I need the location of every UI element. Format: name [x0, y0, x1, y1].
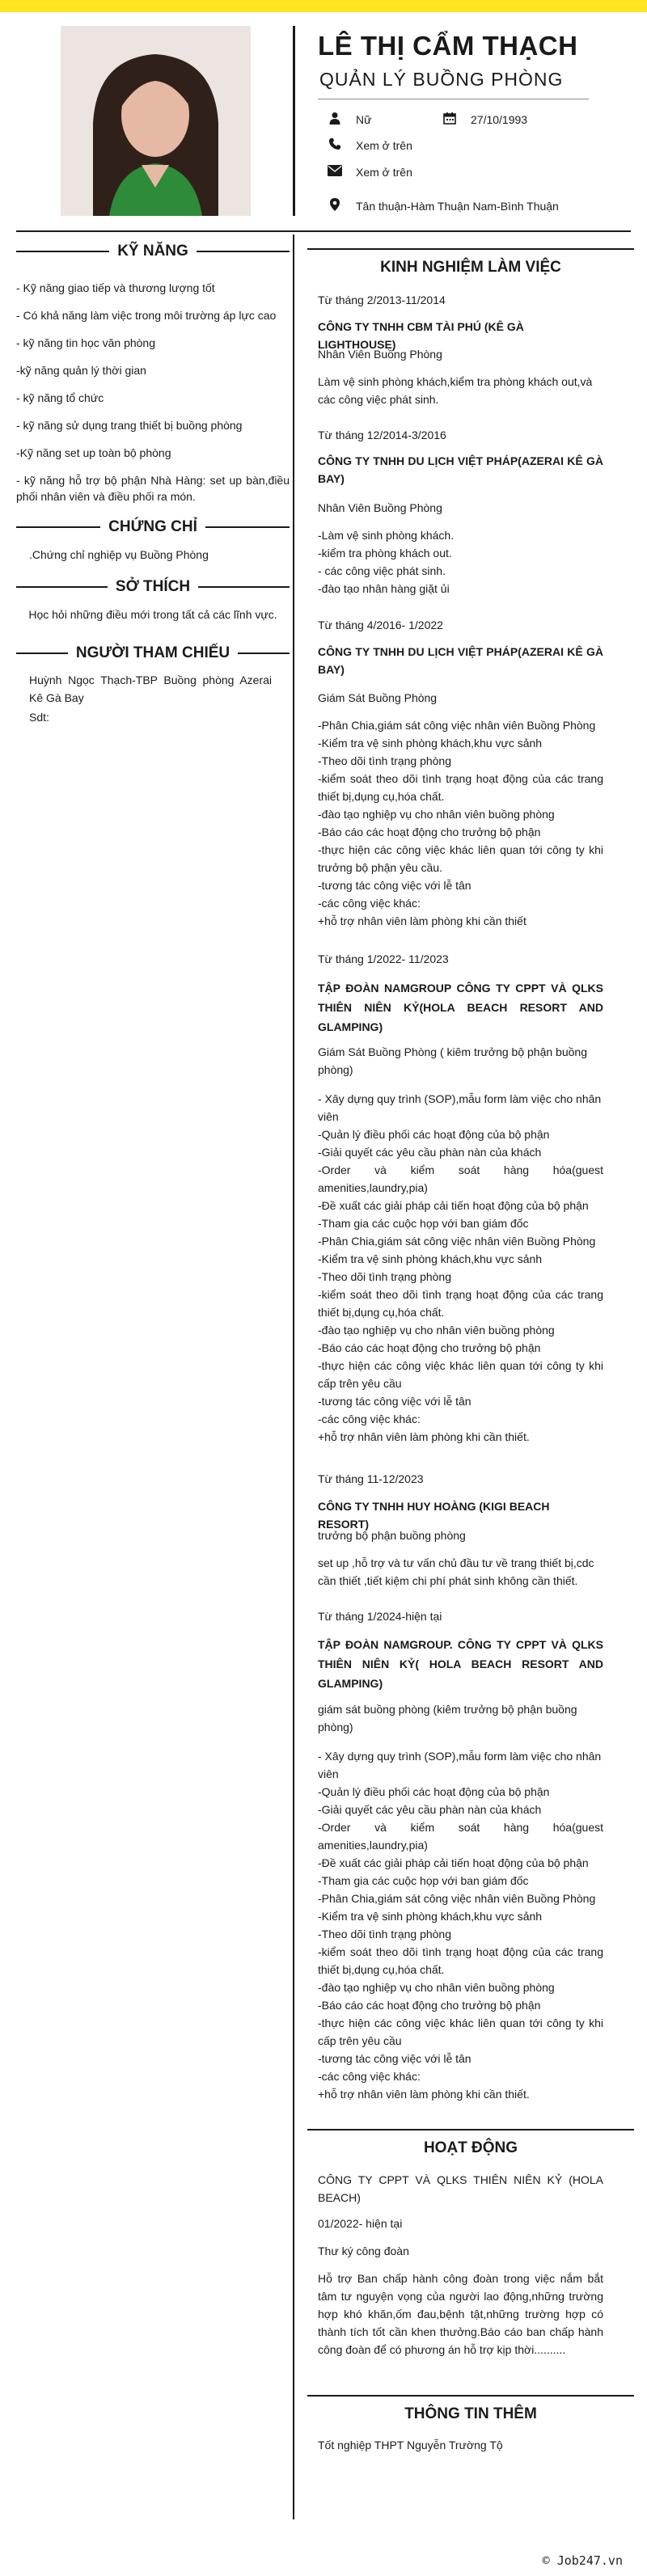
- job-detail: -Phân Chia,giám sát công việc nhân viên Buồng Phòng: [318, 1235, 596, 1248]
- job-detail: -Phân Chia,giám sát công việc nhân viên Buồng Phòng: [318, 719, 596, 732]
- additional-text: Tốt nghiệp THPT Nguyễn Trường Tộ: [318, 2439, 503, 2451]
- job-detail: -các công việc khác:: [318, 2070, 421, 2083]
- job-detail: -đào tạo nghiệp vụ cho nhân viên buồng phòng: [318, 1324, 555, 1337]
- column-divider: [293, 234, 294, 2519]
- skill-item: - kỹ năng tổ chức: [16, 391, 104, 404]
- skill-item: -kỹ năng quản lý thời gian: [16, 364, 146, 377]
- job-period: Từ tháng 4/2016- 1/2022: [318, 619, 443, 631]
- skills-heading: [16, 243, 290, 260]
- job-position: Giám Sát Buồng Phòng ( kiêm trưởng bộ phận buồng phòng): [318, 1045, 587, 1076]
- certificates-title: CHỨNG CHỈ: [108, 518, 197, 535]
- job-detail: -Giải quyết các yêu cầu phàn nàn của khách: [318, 1146, 542, 1159]
- job-detail: -Kiểm tra vệ sinh phòng khách,khu vực sảnh: [318, 1252, 543, 1265]
- top-accent-bar: [0, 0, 647, 12]
- job-detail: -Theo dõi tình trạng phòng: [318, 754, 452, 767]
- job-detail: - các công việc phát sinh.: [318, 564, 446, 577]
- skill-item: -Kỹ năng set up toàn bộ phòng: [16, 446, 171, 459]
- skills-title: KỸ NĂNG: [117, 243, 188, 260]
- job-detail: -Đề xuất các giải pháp cải tiến hoạt động của bộ phận: [318, 1856, 589, 1869]
- envelope-icon: [325, 165, 345, 179]
- address-value: Tân thuận-Hàm Thuận Nam-Bình Thuận: [356, 200, 559, 213]
- job-detail: - Xây dựng quy trình (SOP),mẫu form làm việc cho nhân viên: [318, 1092, 602, 1123]
- job-detail: -Kiểm tra vệ sinh phòng khách,khu vực sảnh: [318, 1910, 543, 1923]
- job-detail: +hỗ trợ nhân viên làm phòng khi cần thiết.: [318, 1430, 530, 1443]
- certificate-item: .Chứng chỉ nghiệp vụ Buồng Phòng: [29, 548, 209, 561]
- reference-name: Huỳnh Ngọc Thạch-TBP Buồng phòng Azerai Kê Gà Bay: [29, 674, 272, 704]
- phone-icon: [325, 137, 345, 154]
- activity-description: Hỗ trợ Ban chấp hành công đoàn trong việc nắm bắt tâm tư nguyện vọng của người lao động,những trường hợp khó khăn,ốm đau,bệnh tật,những trường hợp có thành tích tốt cần khen thưởng.Báo cáo ban chấp hành công đoàn để có phương án hỗ trợ kịp thời..........: [318, 2272, 603, 2356]
- job-detail: Làm vệ sinh phòng khách,kiểm tra phòng khách out,và các công việc phát sinh.: [318, 375, 593, 406]
- skill-item: - kỹ năng tin học văn phòng: [16, 336, 156, 349]
- job-position: Nhân Viên Buồng Phòng: [318, 501, 442, 514]
- job-detail: -đào tạo nhân hàng giặt ủi: [318, 582, 450, 595]
- job-detail: -Báo cáo các hoạt động cho trưởng bộ phận: [318, 1999, 541, 2012]
- job-detail: -Theo dõi tình trạng phòng: [318, 1270, 452, 1283]
- job-detail: -các công việc khác:: [318, 1413, 421, 1425]
- job-detail: -kiểm soát theo dõi tình trạng hoạt động của các trang thiết bị,dụng cụ,hóa chất.: [318, 1288, 603, 1319]
- activity-period: 01/2022- hiện tại: [318, 2217, 403, 2230]
- job-detail: -Phân Chia,giám sát công việc nhân viên Buồng Phòng: [318, 1892, 596, 1905]
- activities-rule: [307, 2129, 634, 2130]
- job-detail: -Quản lý điều phối các hoạt động của bộ phận: [318, 1128, 550, 1141]
- job-detail: -thực hiện các công việc khác liên quan tới công ty khi trưởng bộ phận yêu cầu.: [318, 843, 603, 874]
- job-detail: -kiểm soát theo dõi tình trạng hoạt động của các trang thiết bị,dụng cụ,hóa chất.: [318, 1945, 603, 1976]
- skill-item: - kỹ năng sử dụng trang thiết bị buồng phòng: [16, 419, 243, 432]
- additional-title: THÔNG TIN THÊM: [404, 2405, 537, 2422]
- job-detail: -Order và kiểm soát hàng hóa(guest amenities,laundry,pia): [318, 1163, 603, 1194]
- job-period: Từ tháng 1/2022- 11/2023: [318, 952, 449, 965]
- job-detail: -Đề xuất các giải pháp cải tiến hoạt động của bộ phận: [318, 1199, 589, 1212]
- interests-title: SỞ THÍCH: [115, 578, 191, 595]
- activities-title: HOẠT ĐỘNG: [423, 2139, 518, 2156]
- job-detail: -Báo cáo các hoạt động cho trưởng bộ phận: [318, 826, 541, 838]
- job-position: trưởng bộ phận buồng phòng: [318, 1529, 466, 1542]
- job-detail: -tương tác công việc với lễ tân: [318, 1395, 472, 1408]
- job-detail: -các công việc khác:: [318, 897, 421, 910]
- job-detail: -Làm vệ sinh phòng khách.: [318, 529, 455, 542]
- job-detail: -tương tác công việc với lễ tân: [318, 879, 472, 892]
- job-detail: -Báo cáo các hoạt động cho trưởng bộ phận: [318, 1341, 541, 1354]
- activity-role: Thư ký công đoàn: [318, 2244, 409, 2257]
- job-company: TẬP ĐOÀN NAMGROUP CÔNG TY CPPT VÀ QLKS THIÊN NIÊN KỶ(HOLA BEACH RESORT AND GLAMPING): [318, 982, 603, 1033]
- job-detail: -đào tạo nghiệp vụ cho nhân viên buồng phòng: [318, 1981, 555, 1994]
- phone-value: Xem ở trên: [356, 139, 412, 152]
- job-detail: -Kiểm tra vệ sinh phòng khách,khu vực sảnh: [318, 737, 543, 750]
- job-detail: -Giải quyết các yêu cầu phàn nàn của khách: [318, 1803, 542, 1816]
- candidate-name: LÊ THỊ CẨM THẠCH: [318, 31, 578, 61]
- skill-item: - Có khả năng làm việc trong môi trường áp lực cao: [16, 309, 277, 322]
- certificates-heading: [16, 518, 290, 536]
- reference-phone: Sdt:: [29, 711, 49, 724]
- job-detail: +hỗ trợ nhân viên làm phòng khi cần thiết.: [318, 2088, 530, 2101]
- job-detail: -Tham gia các cuộc họp với ban giám đốc: [318, 1874, 529, 1887]
- job-detail: -Tham gia các cuộc họp với ban giám đốc: [318, 1217, 529, 1230]
- job-detail: -tương tác công việc với lễ tân: [318, 2052, 472, 2065]
- job-detail: -thực hiện các công việc khác liên quan tới công ty khi cấp trên yêu cầu: [318, 2016, 603, 2047]
- map-pin-icon: [325, 198, 345, 214]
- job-period: Từ tháng 2/2013-11/2014: [318, 293, 446, 306]
- job-detail: -Order và kiểm soát hàng hóa(guest amenities,laundry,pia): [318, 1821, 603, 1852]
- experience-title: KINH NGHIỆM LÀM VIỆC: [380, 259, 561, 276]
- references-heading: [16, 644, 290, 662]
- job-period: Từ tháng 12/2014-3/2016: [318, 429, 446, 441]
- candidate-role: QUẢN LÝ BUỒNG PHÒNG: [319, 69, 564, 90]
- header-bottom-rule: [16, 230, 631, 232]
- job-detail: -kiểm tra phòng khách out.: [318, 547, 452, 560]
- job-company: TẬP ĐOÀN NAMGROUP. CÔNG TY CPPT VÀ QLKS THIÊN NIÊN KỶ( HOLA BEACH RESORT AND GLAMPING): [318, 1638, 603, 1690]
- person-icon: [325, 112, 345, 128]
- references-title: NGƯỜI THAM CHIẾU: [75, 644, 230, 661]
- job-company: CÔNG TY TNHH DU LỊCH VIỆT PHÁP(AZERAI KÊ GÀ BAY): [318, 645, 603, 676]
- job-detail: -thực hiện các công việc khác liên quan tới công ty khi cấp trên yêu cầu: [318, 1359, 603, 1390]
- gender-row: [325, 112, 371, 128]
- skill-item: - Kỹ năng giao tiếp và thương lượng tốt: [16, 281, 215, 294]
- job-detail: -Quản lý điều phối các hoạt động của bộ phận: [318, 1785, 550, 1798]
- calendar-icon: [440, 112, 459, 128]
- header-divider: [293, 26, 295, 216]
- job-period: Từ tháng 11-12/2023: [318, 1472, 424, 1485]
- job-detail: - Xây dựng quy trình (SOP),mẫu form làm việc cho nhân viên: [318, 1750, 602, 1780]
- job-company: CÔNG TY TNHH CBM TÀI PHÚ (KÊ GÀ LIGHTHOUSE): [318, 320, 524, 351]
- additional-rule: [307, 2395, 634, 2397]
- phone-row: [325, 137, 412, 154]
- gender-value: Nữ: [356, 113, 372, 126]
- job-detail: set up ,hỗ trợ và tư vấn chủ đầu tư về trang thiết bị,cdc cần thiết ,tiết kiệm chi phí phát sinh không cần thiết.: [318, 1556, 594, 1587]
- job-detail: -kiểm soát theo dõi tình trạng hoạt động của các trang thiết bị,dụng cụ,hóa chất.: [318, 772, 603, 803]
- email-row: [325, 165, 412, 179]
- activity-org: CÔNG TY CPPT VÀ QLKS THIÊN NIÊN KỶ (HOLA BEACH): [318, 2173, 603, 2204]
- job-position: Giám Sát Buồng Phòng: [318, 691, 438, 704]
- interests-heading: [16, 578, 290, 596]
- job-position: Nhân Viên Buồng Phòng: [318, 348, 442, 361]
- email-value: Xem ở trên: [356, 166, 412, 179]
- job-detail: -Theo dõi tình trạng phòng: [318, 1928, 452, 1940]
- interests-text: Học hỏi những điều mới trong tất cả các lĩnh vực.: [28, 608, 277, 621]
- job-position: giám sát buồng phòng (kiêm trưởng bộ phận buồng phòng): [318, 1703, 577, 1734]
- footer-brand[interactable]: © Job247.vn: [542, 2553, 623, 2568]
- address-row: [325, 198, 559, 214]
- experience-rule: [307, 248, 634, 250]
- job-company: CÔNG TY TNHH HUY HOÀNG (KIGI BEACH RESORT): [318, 1500, 550, 1531]
- job-period: Từ tháng 1/2024-hiện tại: [318, 1610, 442, 1623]
- profile-photo: [61, 26, 251, 216]
- job-detail: +hỗ trợ nhân viên làm phòng khi cần thiết: [318, 914, 526, 927]
- job-detail: -đào tạo nghiệp vụ cho nhân viên buồng phòng: [318, 808, 555, 821]
- skill-item: - kỹ năng hỗ trợ bộ phận Nhà Hàng: set up bàn,điều phối nhân viên và điều phối ra món.: [16, 474, 290, 503]
- birthdate-row: [440, 112, 527, 128]
- job-company: CÔNG TY TNHH DU LỊCH VIỆT PHÁP(AZERAI KÊ GÀ BAY): [318, 454, 603, 485]
- birthdate-value: 27/10/1993: [471, 113, 528, 126]
